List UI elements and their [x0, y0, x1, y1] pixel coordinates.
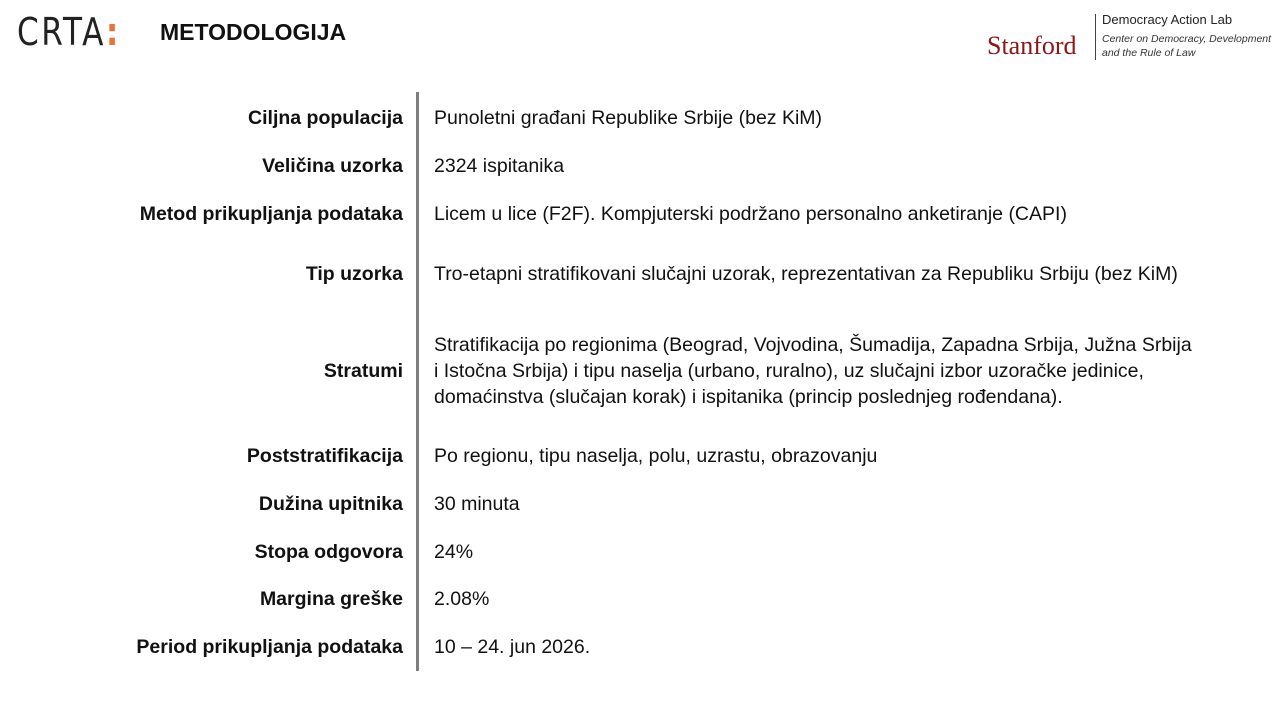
row-value: 10 – 24. jun 2026. [434, 636, 591, 658]
lab-subtitle-line2: and the Rule of Law [1102, 47, 1196, 59]
row-value: 24% [434, 541, 474, 563]
crta-logo-text: CRTA [17, 10, 106, 54]
row-label: Stratumi [323, 359, 403, 382]
row-value: 2.08% [434, 588, 490, 610]
row-value: Tro-etapni stratifikovani slučajni uzorak, reprezentativan za Republiku Srbiju (bez KiM) [434, 263, 1178, 285]
table-row [0, 247, 1275, 301]
row-label: Metod prikupljanja podataka [139, 202, 403, 225]
table-row [0, 318, 1275, 424]
row-label: Ciljna populacija [248, 106, 403, 129]
row-label: Veličina uzorka [262, 154, 403, 177]
table-row [0, 200, 1275, 228]
row-label: Tip uzorka [305, 262, 403, 285]
lab-subtitle [1102, 32, 1271, 60]
logo-divider [1095, 14, 1096, 60]
row-label: Poststratifikacija [246, 444, 403, 467]
table-row [0, 585, 1275, 613]
row-value: Punoletni građani Republike Srbije (bez KiM) [434, 107, 823, 129]
table-row [0, 633, 1275, 661]
row-value: Stratifikacija po regionima (Beograd, Vojvodina, Šumadija, Zapadna Srbija, Južna Srbija i Istočna Srbija) i tipu naselja (urbano, ruralno), uz slučajni izbor uzoračke jedinice, domaćinstva (slučajan korak) i ispitanika (princip poslednjeg rođendana). [434, 334, 1192, 408]
row-label: Period prikupljanja podataka [136, 635, 403, 658]
crta-logo [17, 12, 118, 52]
row-value: Po regionu, tipu naselja, polu, uzrastu, obrazovanju [434, 445, 878, 467]
lab-subtitle-line1: Center on Democracy, Development [1102, 33, 1272, 45]
stanford-logo [987, 10, 1272, 64]
page-title: METODOLOGIJA [160, 19, 347, 45]
stanford-wordmark: Stanford [987, 31, 1077, 60]
table-row [0, 538, 1275, 566]
row-value: 2324 ispitanika [434, 155, 565, 177]
row-label: Margina greške [259, 587, 403, 610]
table-row [0, 104, 1275, 132]
table-row [0, 442, 1275, 470]
row-value: Licem u lice (F2F). Kompjuterski podržano personalno anketiranje (CAPI) [434, 203, 1067, 225]
lab-name: Democracy Action Lab [1102, 12, 1233, 27]
row-value: 30 minuta [434, 493, 520, 515]
table-row [0, 152, 1275, 180]
row-label: Stopa odgovora [254, 540, 403, 563]
row-label: Dužina upitnika [258, 492, 403, 515]
table-row [0, 490, 1275, 518]
crta-logo-accent: : [105, 10, 119, 54]
